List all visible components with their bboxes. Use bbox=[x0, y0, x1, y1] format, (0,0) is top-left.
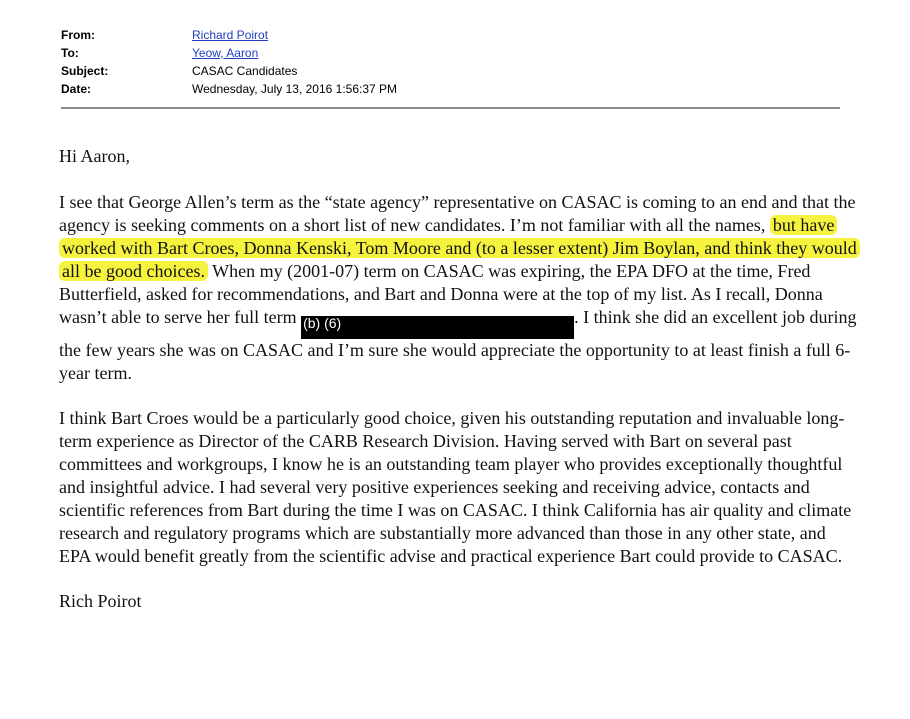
to-label: To: bbox=[61, 46, 79, 60]
date-label: Date: bbox=[61, 82, 92, 96]
to-row bbox=[61, 44, 397, 62]
email-body bbox=[59, 145, 859, 613]
date-value: Wednesday, July 13, 2016 1:56:37 PM bbox=[192, 82, 398, 96]
to-link[interactable]: Yeow, Aaron bbox=[192, 46, 259, 60]
redaction-box: (b) (6) bbox=[301, 316, 574, 339]
from-row bbox=[61, 26, 397, 44]
date-row bbox=[61, 80, 397, 98]
from-label: From: bbox=[61, 28, 95, 42]
subject-row bbox=[61, 62, 397, 80]
email-header bbox=[61, 26, 397, 98]
p1-middle: When my (2001-07) term on CASAC was expiring, the EPA DFO at the time, Fred Butterfield, asked for recommendations, and Bart and Donna were at the top of my list. As I recall, Donna wasn’t able to serve her full term bbox=[59, 261, 823, 327]
paragraph-1 bbox=[59, 191, 859, 385]
header-divider bbox=[61, 107, 840, 109]
from-link[interactable]: Richard Poirot bbox=[192, 28, 269, 42]
paragraph-2: I think Bart Croes would be a particularly good choice, given his outstanding reputation and invaluable long-term experience as Director of the CARB Research Division. Having served with Bart on several past committees and workgroups, I know he is an outstanding team player who provides exceptionally thoughtful and insightful advice. I had several very positive experiences seeking and receiving advice, contacts and scientific references from Bart during the time I was on CASAC. I think California has air quality and climate research and regulatory programs which are substantially more advanced than those in any other state, and EPA would benefit greatly from the scientific advise and practical experience Bart could provide to CASAC. bbox=[59, 408, 852, 566]
subject-value: CASAC Candidates bbox=[192, 64, 298, 78]
p1-intro: I see that George Allen’s term as the “state agency” representative on CASAC is coming to an end and that the agency is seeking comments on a short list of new candidates. I’m not familiar with all the names, bbox=[59, 192, 856, 235]
signature: Rich Poirot bbox=[59, 591, 142, 611]
highlighted-text: but have worked with Bart Croes, Donna Kenski, Tom Moore and (to a lesser extent) Jim Boylan, and think they would all be good choices. bbox=[59, 215, 860, 281]
p1-end: . I think she did an excellent job during the few years she was on CASAC and I’m sure she would appreciate the opportunity to at least finish a full 6-year term. bbox=[59, 307, 857, 383]
greeting: Hi Aaron, bbox=[59, 146, 130, 166]
subject-label: Subject: bbox=[61, 64, 109, 78]
